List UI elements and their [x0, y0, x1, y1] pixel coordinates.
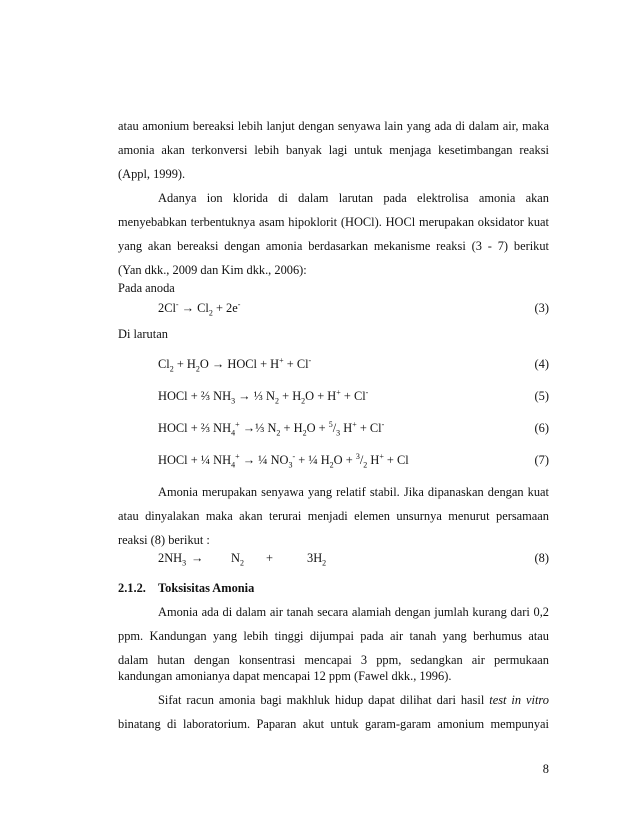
body-text-line: reaksi (8) berikut : [118, 533, 210, 547]
equation-8-n2: $N_2$ [231, 551, 244, 568]
body-text-line: (Appl, 1999). [118, 167, 186, 181]
body-text-line: atau amonium bereaksi lebih lanjut dengan senyawa lain yang ada di dalam air, maka [118, 119, 549, 133]
body-text-line: ppm. Kandungan yang lebih tinggi dijumpai pada air tanah yang berhumus atau [118, 629, 549, 643]
body-text-line: Pada anoda [118, 281, 175, 295]
equation-number: (3) [534, 301, 549, 315]
equation-3: $2Cl^- \to Cl_2 + 2e^-$ [158, 299, 241, 318]
equation-8-h2: $3H_2$ [307, 551, 327, 568]
equation-4: $Cl_2 + H_2O$ → HOCl + H+ + Cl- [158, 355, 312, 374]
equation-number: (7) [534, 453, 549, 467]
equation-8-plus: + [266, 551, 273, 565]
equation-number: (4) [534, 357, 549, 371]
body-text-line: Adanya ion klorida di dalam larutan pada elektrolisa amonia akan [158, 191, 549, 205]
body-text-line: (Yan dkk., 2009 dan Kim dkk., 2006): [118, 263, 307, 277]
page-number: 8 [542, 762, 549, 776]
equation-5: HOCl + ⅔ $NH_3$ → ⅓ $N_2 + H_2O + H^+ + Cl^-$ [158, 387, 369, 406]
equation-number: (6) [534, 421, 549, 435]
body-text-line: menyebabkan terbentuknya asam hipoklorit (HOCl). HOCl merupakan oksidator kuat [118, 215, 549, 229]
body-text-line: amonia akan terkonversi lebih banyak lagi untuk menjaga kesetimbangan reaksi [118, 143, 549, 157]
equation-number: (8) [534, 551, 549, 565]
body-text-line: dalam hutan dengan konsentrasi mencapai 3 ppm, sedangkan air permukaan [118, 653, 549, 667]
body-text-line: Amonia ada di dalam air tanah secara alamiah dengan jumlah kurang dari 0,2 [158, 605, 549, 619]
equation-number: (5) [534, 389, 549, 403]
body-text-line: Amonia merupakan senyawa yang relatif stabil. Jika dipanaskan dengan kuat [158, 485, 549, 499]
body-text-line [158, 692, 549, 708]
body-text-segment: Sifat racun amonia bagi makhluk hidup dapat dilihat dari hasil [158, 693, 490, 707]
italic-term: test in vitro [489, 693, 549, 707]
body-text-line: binatang di laboratorium. Paparan akut untuk garam-garam amonium mempunyai [118, 717, 549, 731]
body-text-line: Di larutan [118, 327, 168, 341]
equation-8-arrow: → [191, 551, 204, 565]
body-text-line: yang akan bereaksi dengan amonia berdasarkan mekanisme reaksi (3 - 7) berikut [118, 239, 549, 253]
equation-7: HOCl + ¼ $NH_4^+$ → ¼ $NO_3^-$ + ¼ $H_2O + ^3/_2$ H+ + Cl [158, 451, 409, 470]
body-text-line: atau dinyalakan maka akan terurai menjadi elemen unsurnya menurut persamaan [118, 509, 549, 523]
section-title: Toksisitas Amonia [158, 581, 255, 595]
equation-6: HOCl + ⅔ $NH_4^+$ →⅓ $N_2 + H_2O + ^5/_3$ H+ + Cl- [158, 419, 385, 438]
equation-8-lhs: $2NH_3$ [158, 551, 187, 568]
body-text-line: kandungan amonianya dapat mencapai 12 ppm (Fawel dkk., 1996). [118, 669, 452, 683]
section-number: 2.1.2. [118, 581, 146, 595]
